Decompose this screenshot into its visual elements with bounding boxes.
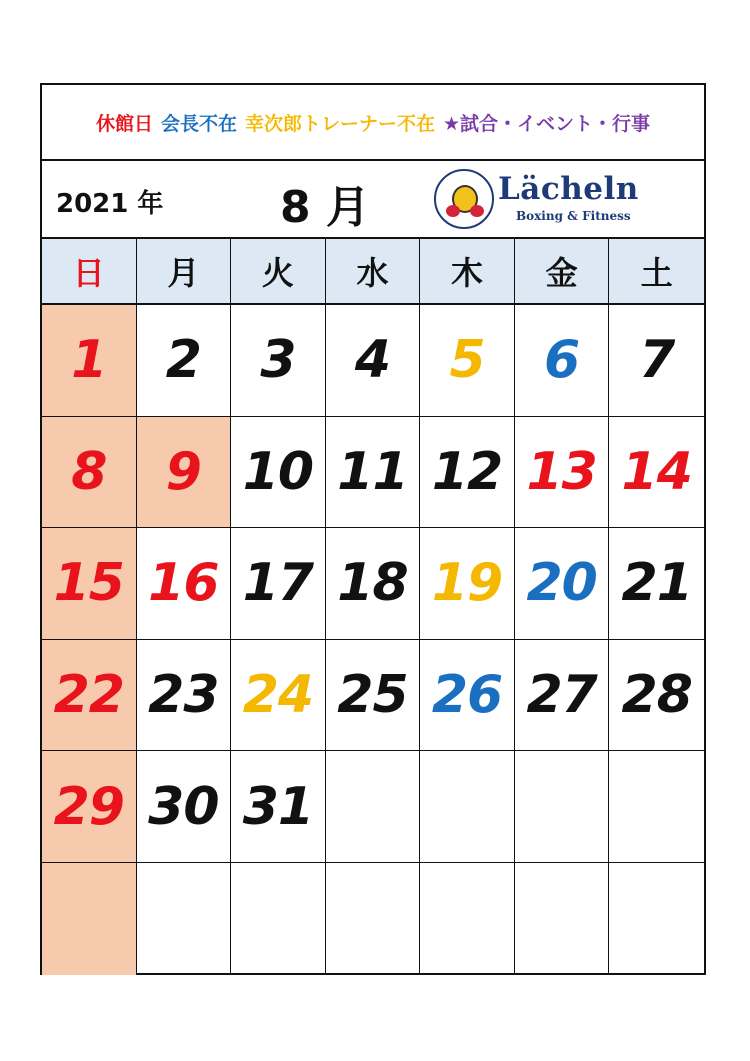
day-cell	[420, 751, 515, 863]
day-cell: 31	[231, 751, 326, 863]
legend	[42, 85, 704, 161]
day-cell: 13	[515, 417, 610, 529]
day-cell: 21	[609, 528, 704, 640]
day-cell	[231, 863, 326, 975]
day-cell: 3	[231, 305, 326, 417]
day-cell: 26	[420, 640, 515, 752]
weekday-header: 土	[609, 239, 704, 305]
day-cell: 16	[137, 528, 232, 640]
day-cell	[326, 863, 421, 975]
year-label: 2021 年	[56, 189, 164, 219]
title-row	[42, 161, 704, 239]
weekday-header: 火	[231, 239, 326, 305]
day-cell: 23	[137, 640, 232, 752]
legend-closed: 休館日	[95, 112, 153, 135]
day-cell: 4	[326, 305, 421, 417]
boxer-mascot-icon	[434, 169, 494, 229]
weekday-header: 月	[137, 239, 232, 305]
day-cell: 6	[515, 305, 610, 417]
day-cell: 5	[420, 305, 515, 417]
legend-event: ★試合・イベント・行事	[443, 112, 651, 135]
day-cell: 12	[420, 417, 515, 529]
legend-trainer-absent: 幸次郎トレーナー不在	[244, 112, 435, 135]
day-cell: 19	[420, 528, 515, 640]
day-cell: 15	[42, 528, 137, 640]
day-cell: 17	[231, 528, 326, 640]
day-cell: 24	[231, 640, 326, 752]
lacheln-logo	[434, 169, 694, 231]
day-cell: 29	[42, 751, 137, 863]
weekday-header: 日	[42, 239, 137, 305]
day-cell: 18	[326, 528, 421, 640]
logo-name: Lächeln	[498, 171, 639, 207]
day-cell	[137, 863, 232, 975]
day-cell: 11	[326, 417, 421, 529]
day-cell	[609, 863, 704, 975]
day-cell: 30	[137, 751, 232, 863]
day-cell	[515, 751, 610, 863]
day-cell	[42, 863, 137, 975]
day-cell: 14	[609, 417, 704, 529]
calendar-grid	[42, 239, 704, 975]
day-cell: 9	[137, 417, 232, 529]
day-cell: 20	[515, 528, 610, 640]
day-cell: 7	[609, 305, 704, 417]
day-cell	[609, 751, 704, 863]
day-cell: 22	[42, 640, 137, 752]
weekday-header: 水	[326, 239, 421, 305]
logo-subtitle: Boxing & Fitness	[516, 209, 631, 223]
weekday-header: 木	[420, 239, 515, 305]
day-cell	[420, 863, 515, 975]
day-cell: 1	[42, 305, 137, 417]
day-cell	[326, 751, 421, 863]
legend-chairman-absent: 会長不在	[160, 112, 237, 135]
day-cell	[515, 863, 610, 975]
weekday-header: 金	[515, 239, 610, 305]
day-cell: 28	[609, 640, 704, 752]
day-cell: 25	[326, 640, 421, 752]
day-cell: 10	[231, 417, 326, 529]
month-label: 8 月	[280, 182, 370, 233]
day-cell: 27	[515, 640, 610, 752]
day-cell: 2	[137, 305, 232, 417]
day-cell: 8	[42, 417, 137, 529]
calendar-frame	[40, 83, 706, 975]
